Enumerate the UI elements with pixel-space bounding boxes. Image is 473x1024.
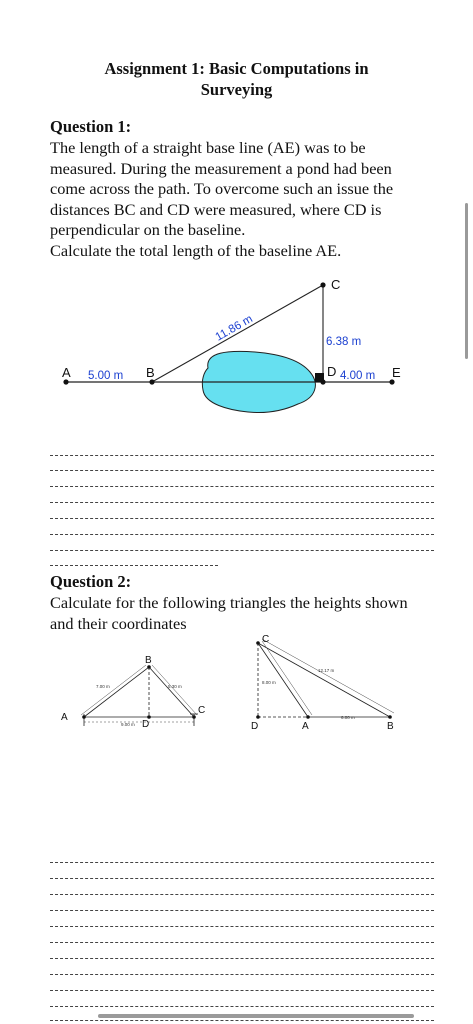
triangle-2-label-b: B xyxy=(387,721,394,732)
answer-line xyxy=(50,534,434,535)
triangle-2-point-b xyxy=(388,715,392,719)
answer-line xyxy=(50,518,434,519)
point-d xyxy=(320,379,325,384)
assignment-title-line2: Surveying xyxy=(200,80,273,99)
home-indicator-bar[interactable] xyxy=(98,1014,414,1018)
triangle-2-label-c: C xyxy=(262,634,270,645)
question-1-line: measured. During the measurement a pond had been xyxy=(50,158,392,178)
triangle-1-offset-bc xyxy=(152,665,197,715)
triangle-2-point-a xyxy=(306,715,310,719)
triangle-2-cb xyxy=(258,643,390,717)
assignment-title xyxy=(0,58,473,100)
question-2-line: Calculate for the following triangles the heights shown xyxy=(50,593,408,612)
answer-line xyxy=(50,910,434,911)
point-a xyxy=(63,379,68,384)
answer-line xyxy=(50,550,434,551)
answer-line xyxy=(50,1020,434,1021)
answer-line xyxy=(50,1006,434,1007)
question-1-line: The length of a straight base line (AE) was to be xyxy=(50,138,366,157)
ab-length: 5.00 m xyxy=(88,370,124,382)
point-e xyxy=(389,379,394,384)
label-c: C xyxy=(331,277,341,292)
question-1-heading: Question 1: xyxy=(50,117,132,136)
question-2-line: and their coordinates xyxy=(50,613,187,633)
triangle-1-label-c: C xyxy=(198,705,206,716)
answer-line xyxy=(50,565,218,566)
question-1-line: perpendicular on the baseline. xyxy=(50,220,246,239)
question-2-heading: Question 2: xyxy=(50,572,132,591)
triangle-1-point-c xyxy=(192,715,196,719)
answer-line xyxy=(50,455,434,456)
triangle-1-label-b: B xyxy=(145,655,152,666)
label-d: D xyxy=(327,364,337,379)
answer-line xyxy=(50,502,434,503)
triangle-1-label-d: D xyxy=(142,719,150,730)
triangle-2-ca-offset xyxy=(262,641,312,715)
question-1-line: Calculate the total length of the baseline AE. xyxy=(50,240,342,260)
answer-line xyxy=(50,486,434,487)
answer-line xyxy=(50,958,434,959)
answer-line xyxy=(50,878,434,879)
answer-line xyxy=(50,862,434,863)
triangle-2-point-d xyxy=(256,715,260,719)
question-1-line: come across the path. To overcome such an issue the xyxy=(50,179,394,198)
triangle-2-label-a: A xyxy=(302,721,309,732)
point-b xyxy=(149,379,154,384)
triangle-2-cd-length: 8.00 m xyxy=(262,680,276,685)
answer-line xyxy=(50,894,434,895)
question-1-line: distances BC and CD were measured, where CD is xyxy=(50,199,382,219)
answer-line xyxy=(50,974,434,975)
triangle-2-ab-length: 6.00 m xyxy=(341,715,355,720)
vertical-scrollbar[interactable] xyxy=(465,203,468,359)
de-length: 4.00 m xyxy=(340,370,376,382)
triangle-1-outline xyxy=(84,667,194,717)
answer-line xyxy=(50,990,434,991)
answer-line xyxy=(50,470,434,471)
triangle-1-offset-ab xyxy=(81,665,146,715)
point-c xyxy=(320,282,325,287)
answer-line xyxy=(50,942,434,943)
assignment-title-line1: Assignment 1: Basic Computations in xyxy=(104,59,369,78)
triangle-2-cb-offset xyxy=(262,639,394,713)
triangle-1-ab-length: 7.00 m xyxy=(96,684,110,689)
triangle-1-label-a: A xyxy=(61,712,68,723)
label-e: E xyxy=(392,365,401,380)
label-a: A xyxy=(62,365,71,380)
label-b: B xyxy=(146,365,155,380)
triangle-1-diagram xyxy=(50,640,220,740)
question-2-text xyxy=(50,593,445,634)
question-1-text xyxy=(50,138,445,261)
triangle-1-bc-length: 5.30 m xyxy=(168,684,182,689)
cd-length: 6.38 m xyxy=(326,336,362,348)
triangle-2-point-c xyxy=(256,641,260,645)
baseline-diagram xyxy=(0,265,473,435)
answer-line xyxy=(50,926,434,927)
triangle-1-ad-length: 9.00 m xyxy=(121,722,135,727)
bc-length: 11.86 m xyxy=(213,313,255,344)
triangle-1-point-a xyxy=(82,715,86,719)
triangle-2-cb-length: 12.17 m xyxy=(318,668,335,673)
triangle-2-diagram xyxy=(230,630,410,740)
triangle-2-label-d: D xyxy=(251,721,259,732)
